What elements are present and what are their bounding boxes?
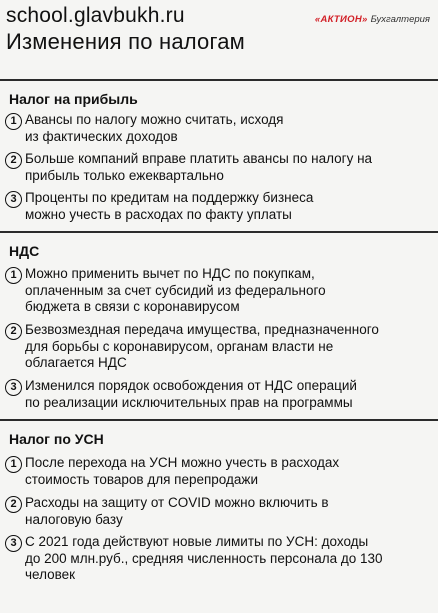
number-badge: 3 [5, 379, 22, 396]
item-line: Можно применить вычет по НДС по покупкам, [25, 266, 315, 281]
item-line: человек [25, 567, 76, 582]
item-text [25, 455, 339, 488]
list-item [5, 322, 433, 372]
item-line: Проценты по кредитам на поддержку бизнеса [25, 190, 314, 205]
item-line: После перехода на УСН можно учесть в расходах [25, 455, 340, 470]
item-text [25, 322, 379, 372]
list-item [5, 455, 433, 488]
number-badge: 3 [5, 191, 22, 208]
item-line: Безвозмездная передача имущества, предназначенного [25, 322, 379, 337]
section-title-vat: НДС [9, 243, 40, 259]
list-item [5, 266, 433, 316]
item-line: С 2021 года действуют новые лимиты по УСН: доходы [25, 534, 369, 549]
number-badge: 1 [5, 113, 22, 130]
item-text [25, 378, 357, 411]
brand-logo [315, 14, 430, 25]
item-line: для борьбы с коронавирусом, органам власти не [25, 338, 334, 354]
item-line: Изменился порядок освобождения от НДС операций [25, 378, 357, 393]
divider [0, 231, 438, 233]
brand-name: Бухгалтерия [370, 14, 430, 25]
item-text [25, 534, 383, 584]
item-line: можно учесть в расходах по факту уплаты [25, 206, 292, 222]
list-item [5, 495, 433, 528]
list-item [5, 534, 433, 584]
number-badge: 1 [5, 456, 22, 473]
list-item [5, 378, 433, 411]
item-text [25, 190, 313, 223]
item-line: из фактических доходов [25, 128, 178, 144]
section-title-simplified-tax: Налог по УСН [9, 431, 104, 447]
number-badge: 3 [5, 535, 22, 552]
item-line: до 200 млн.руб., средняя численность персонала до 130 [25, 550, 383, 566]
list-item [5, 190, 433, 223]
item-line: облагается НДС [25, 355, 127, 370]
item-line: оплаченным за счет субсидий из федерального [25, 282, 326, 298]
number-badge: 2 [5, 323, 22, 340]
item-line: прибыль только ежеквартально [25, 167, 224, 183]
brand-mark: «АКТИОН» [314, 14, 368, 25]
page-title: Изменения по налогам [6, 29, 245, 54]
item-line: Расходы на защиту от COVID можно включить в [25, 495, 329, 510]
list-item [5, 112, 433, 145]
item-line: Больше компаний вправе платить авансы по налогу на [25, 151, 373, 166]
item-text [25, 495, 329, 528]
header [6, 4, 432, 54]
item-line: налоговую базу [25, 511, 123, 527]
site-url: school.glavbukh.ru [6, 4, 185, 27]
item-line: стоимость товаров для перепродажи [25, 471, 258, 487]
divider [0, 79, 438, 81]
divider [0, 419, 438, 421]
number-badge: 1 [5, 267, 22, 284]
item-text [25, 151, 372, 184]
number-badge: 2 [5, 496, 22, 513]
item-line: бюджета в связи с коронавирусом [25, 299, 240, 314]
item-line: по реализации исключительных прав на программы [25, 394, 353, 410]
item-text [25, 112, 284, 145]
item-text [25, 266, 326, 316]
section-title-profit-tax: Налог на прибыль [9, 91, 138, 107]
item-line: Авансы по налогу можно считать, исходя [25, 112, 284, 127]
number-badge: 2 [5, 152, 22, 169]
list-item [5, 151, 433, 184]
